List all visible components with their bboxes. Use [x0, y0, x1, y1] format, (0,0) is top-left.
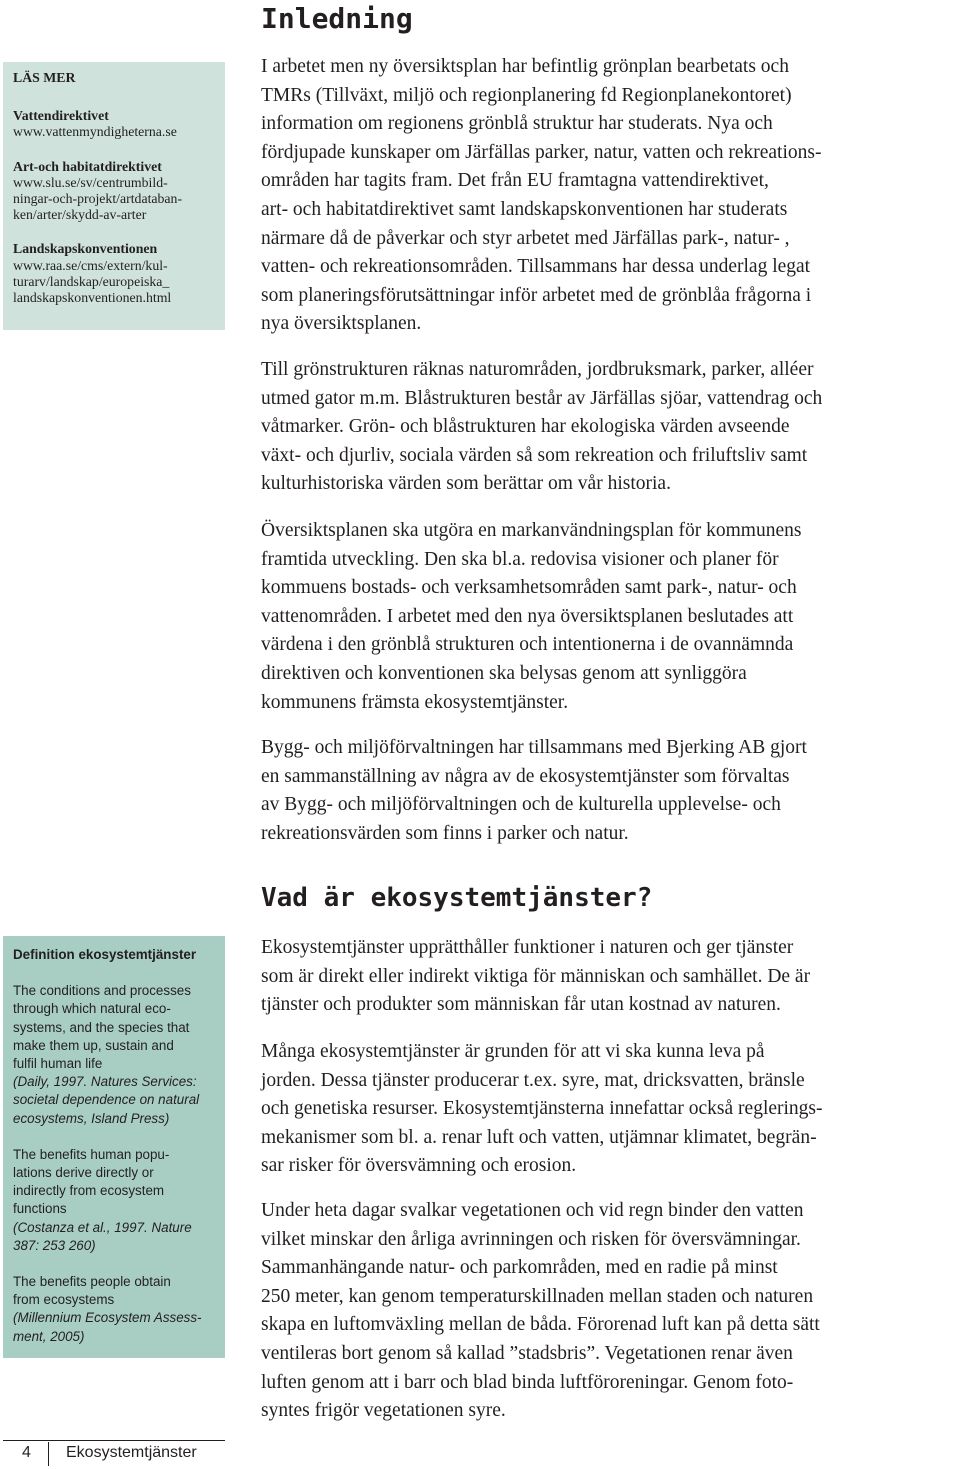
- heading-vad-ar-ekosystemtjanster: Vad är ekosystemtjänster?: [261, 883, 653, 913]
- intro-paragraph-2: Till grönstrukturen räknas naturområden, jordbruksmark, parker, alléer utmed gator m.m. Blåstrukturen består av Järfällas sjöar, vattendrag och våtmarker. Grön- och blåstrukturen har ekologiska värden avseende växt- och djurliv, sociala värden så som rekreation och friluftsliv samt kulturhistoriska värden som berättar om vår historia.: [261, 359, 823, 495]
- read-more-box: [3, 62, 225, 330]
- link-raa[interactable]: turarv/landskap/europeiska_: [13, 273, 170, 289]
- eco-paragraph-1: Ekosystemtjänster upprätthåller funktioner i naturen och ger tjänster som är direkt eller indirekt viktiga för människan och samhället. De är tjänster och produkter som människan får utan kostnad av naturen.: [261, 937, 811, 1016]
- page-number: 4: [22, 1444, 31, 1461]
- link-vattenmyndigheterna[interactable]: www.vattenmyndigheterna.se: [13, 124, 177, 140]
- intro-paragraph-1: I arbetet men ny översiktsplan har befintlig grönplan bearbetats och TMRs (Tillväxt, miljö och regionplanering fd Regionplanekontoret) information om regionens grönblå struktur har studerats. Nya och fördjupade kunskaper om Järfällas parker, natur, vatten och rekreations- områden har tagits fram. Det från EU framtagna vattendirektivet, art- och habitatdirektivet samt landskapskonventionen har studerats närmare då de påverkar och styr arbetet med Järfällas park-, natur- , vatten- och rekreationsområden. Tillsammans har dessa underlag legat som planeringsförutsättningar inför arbetet med de grönblåa frågorna i nya översiktsplanen.: [261, 56, 822, 335]
- link-slu[interactable]: ken/arter/skydd-av-arter: [13, 207, 147, 223]
- eco-paragraph-3: Under heta dagar svalkar vegetationen och vid regn binder den vatten vilket minskar den årliga avrinningen och risken för översvämningar. Sammanhängande natur- och parkområden, med en radie på minst 250 meter, kan genom temperaturskillnaden mellan staden och naturen skapa en luftomväxling mellan de båda. Förorenad luft kan på detta sätt ventileras bort genom så kallad ”stadsbris”. Vegetationen renar även luften genom att i barr och blad binda luftföroreningar. Genom foto- syntes frigör vegetationen syre.: [261, 1200, 820, 1422]
- footer-rule: [3, 1440, 225, 1441]
- intro-paragraph-3: Översiktsplanen ska utgöra en markanvändningsplan för kommunens framtida utveckling. Den ska bl.a. redovisa visioner och planer för kommuens bostads- och verksamhetsområden samt park-, natur- och vattenområden. I arbetet med den nya översiktsplanen beslutades att värdena i den grönblå strukturen och intentionerna i de ovannämnda direktiven och konventionen ska belysas genom att synliggöra kommunens främsta ekosystemtjänster.: [261, 520, 802, 713]
- read-more-item-landskapskonventionen: Landskapskonventionen www.raa.se/cms/extern/kul- turarv/landskap/europeiska_ landskapskonventionen.html: [13, 241, 215, 306]
- read-more-header: LÄS MER: [13, 70, 76, 85]
- footer-divider: [48, 1442, 49, 1466]
- read-more-item-art-habitat: Art-och habitatdirektivet www.slu.se/sv/centrumbild- ningar-och-projekt/artdataban- ken/arter/skydd-av-arter: [13, 159, 215, 224]
- intro-paragraph-4: Bygg- och miljöförvaltningen har tillsammans med Bjerking AB gjort en sammanställning av några av de ekosystemtjänster som förvaltas av Bygg- och miljöförvaltningen och de kulturella upplevelse- och rekreationsvärden som finns i parker och natur.: [261, 737, 807, 844]
- footer-title: Ekosystemtjänster: [66, 1444, 197, 1461]
- definition-quote-2: The benefits human popu- lations derive directly or indirectly from ecosystem functions (Costanza et al., 1997. Nature 387: 253 260): [13, 1146, 192, 1253]
- read-more-item-vattendirektivet: Vattendirektivet www.vattenmyndigheterna.se: [13, 108, 215, 140]
- definition-quote-1: The conditions and processes through which natural eco- systems, and the species that make them up, sustain and fulfil human life (Daily, 1997. Natures Services: societal dependence on natural ecosystems, Island Press): [13, 983, 200, 1126]
- eco-paragraph-2: Många ekosystemtjänster är grunden för att vi ska kunna leva på jorden. Dessa tjänster producerar t.ex. syre, mat, dricksvatten, bränsle och genetiska resurser. Ekosystemtjänsterna innefattar också reglerings- mekanismer som bl. a. renar luft och vatten, utjämnar klimatet, begrän- sar risker för översvämning och erosion.: [261, 1041, 823, 1177]
- definition-quote-3: The benefits people obtain from ecosystems (Millennium Ecosystem Assess- ment, 2005): [13, 1274, 202, 1344]
- link-slu[interactable]: ningar-och-projekt/artdataban-: [13, 191, 183, 207]
- link-raa[interactable]: landskapskonventionen.html: [13, 290, 172, 306]
- page-footer: [0, 1440, 240, 1469]
- link-raa[interactable]: www.raa.se/cms/extern/kul-: [13, 257, 168, 273]
- definition-box: [3, 936, 225, 1358]
- heading-inledning: Inledning: [261, 2, 413, 35]
- link-slu[interactable]: www.slu.se/sv/centrumbild-: [13, 174, 168, 190]
- definition-header: Definition ekosystemtjänster: [13, 947, 197, 962]
